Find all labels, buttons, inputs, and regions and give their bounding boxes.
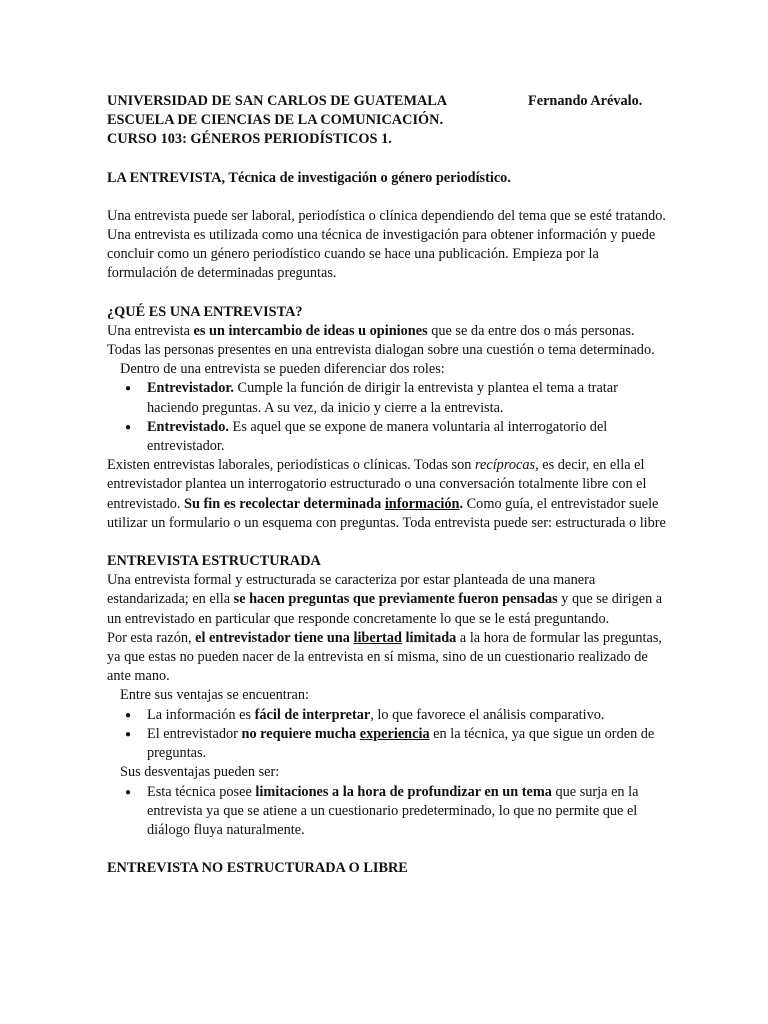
structured-freedom-paragraph: Por esta razón, el entrevistador tiene una libertad limitada a la hora de formular las preguntas, ya que estas no pueden nacer de la entrevista en sí misma, sino de un cuestionario realizado de ante mano.: [107, 629, 662, 685]
definition-paragraph: Una entrevista es un intercambio de ideas u opiniones que se da entre dos o más personas. Todas las personas presentes en una entrevista dialogan sobre una cuestión o tema determinado.: [107, 322, 655, 359]
section-heading-no-estructurada: ENTREVISTA NO ESTRUCTURADA O LIBRE: [107, 860, 408, 877]
section-heading-estructurada: ENTREVISTA ESTRUCTURADA: [107, 553, 321, 570]
author-name: Fernando Arévalo.: [528, 93, 643, 109]
school-name: ESCUELA DE CIENCIAS DE LA COMUNICACIÓN.: [107, 112, 444, 129]
types-paragraph: Existen entrevistas laborales, periodísticas o clínicas. Todas son recíprocas, es decir, en ella el entrevistador plantea un interrogatorio estructurado o una conversación totalmente libre con el entrevistado. Su fin es recolectar determinada información. Como guía, el entrevistador suele utilizar un formulario o un esquema con preguntas. Toda entrevista puede ser: estructurada o libre: [107, 457, 666, 531]
roles-list: [107, 379, 668, 456]
list-item: ● Entrevistador. Cumple la función de dirigir la entrevista y plantea el tema a tratar haciendo preguntas. A su vez, da inicio y cierre a la entrevista.: [107, 379, 668, 417]
section-heading-que-es: ¿QUÉ ES UNA ENTREVISTA?: [107, 303, 303, 320]
list-item: ● Esta técnica posee limitaciones a la hora de profundizar en un tema que surja en la entrevista ya que se atiene a un cuestionario predeterminado, lo que no permite que el diálogo fluya naturalmente.: [107, 783, 668, 841]
advantages-intro: Entre sus ventajas se encuentran:: [120, 687, 309, 704]
list-item: ● Entrevistado. Es aquel que se expone de manera voluntaria al interrogatorio del entrevistador.: [107, 418, 668, 456]
university-name: UNIVERSIDAD DE SAN CARLOS DE GUATEMALA: [107, 93, 448, 109]
intro-paragraph: Una entrevista puede ser laboral, periodística o clínica dependiendo del tema que se esté tratando. Una entrevista es utilizada como una técnica de investigación para obtener información y puede concluir como un género periodístico cuando se hace una publicación. Empieza por la formulación de determinadas preguntas.: [107, 207, 666, 282]
advantages-list: [107, 706, 668, 764]
list-item: ● La información es fácil de interpretar, lo que favorece el análisis comparativo.: [107, 706, 668, 725]
disadvantages-list: [107, 783, 668, 841]
course-name: CURSO 103: GÉNEROS PERIODÍSTICOS 1.: [107, 131, 392, 148]
disadvantages-intro: Sus desventajas pueden ser:: [120, 764, 280, 781]
structured-definition-paragraph: Una entrevista formal y estructurada se caracteriza por estar planteada de una manera estandarizada; en ella se hacen preguntas que previamente fueron pensadas y que se dirigen a un entrevistado en particular que responde concretamente lo que se le está preguntando.: [107, 572, 663, 627]
list-item: ● El entrevistador no requiere mucha experiencia en la técnica, ya que sigue un orden de preguntas.: [107, 725, 668, 763]
roles-intro: Dentro de una entrevista se pueden diferenciar dos roles:: [120, 361, 445, 378]
document-title: LA ENTREVISTA, Técnica de investigación o género periodístico.: [107, 169, 511, 186]
document-header: [107, 92, 668, 150]
